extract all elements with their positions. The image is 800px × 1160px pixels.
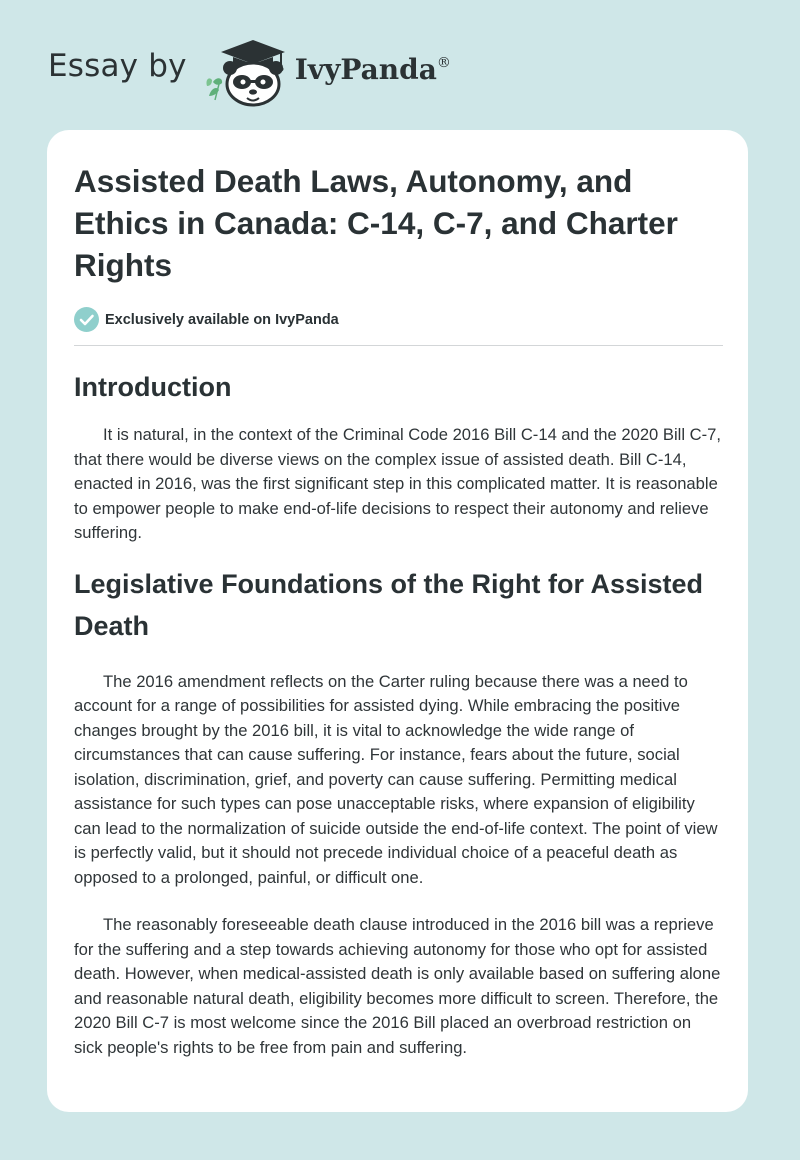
essay-card bbox=[47, 130, 748, 1112]
section-heading-introduction: Introduction bbox=[74, 372, 232, 402]
section-heading-legislative-foundations: Legislative Foundations of the Right for Assisted Death bbox=[74, 568, 704, 641]
registered-mark: ® bbox=[436, 54, 451, 71]
paragraph-introduction: It is natural, in the context of the Criminal Code 2016 Bill C-14 and the 2020 Bill C-7, that there would be diverse views on the complex issue of assisted death. Bill C-14, enacted in 2016, was the first significant step in this complicated matter. It is reasonable to empower people to make end-of-life decisions to respect their autonomy and relieve suffering. bbox=[74, 425, 721, 542]
exclusive-badge-text: Exclusively available on IvyPanda bbox=[105, 311, 339, 328]
brand-header[interactable] bbox=[48, 38, 451, 108]
paragraph-legislative-2: The reasonably foreseeable death clause introduced in the 2016 bill was a reprieve for the suffering and a step towards achieving autonomy for those who opt for assisted death. However, when medical-assisted death is only available based on suffering alone and reasonable natural death, eligibility becomes more difficult to screen. Therefore, the 2020 Bill C-7 is most welcome since the 2016 Bill placed an overbroad restriction on sick people's rights to be free from pain and suffering. bbox=[74, 915, 721, 1057]
check-circle-icon bbox=[74, 307, 99, 332]
brand-prefix: Essay by bbox=[48, 48, 187, 84]
panda-graduation-cap-logo-icon bbox=[203, 38, 289, 108]
brand-name-text: IvyPanda bbox=[294, 52, 437, 86]
essay-title: Assisted Death Laws, Autonomy, and Ethics in Canada: C-14, C-7, and Charter Rights bbox=[74, 163, 678, 283]
essay-content bbox=[74, 160, 723, 1060]
paragraph-legislative-1: The 2016 amendment reflects on the Carter ruling because there was a need to account for a range of possibilities for assisted dying. While embracing the positive changes brought by the 2016 bill, it is vital to acknowledge the wide range of circumstances that can cause suffering. For instance, fears about the future, social isolation, discrimination, grief, and poverty can cause suffering. Permitting medical assistance for such types can pose unacceptable risks, where expansion of eligibility can lead to the normalization of suicide outside the end-of-life context. The point of view is perfectly valid, but it should not precede individual choice of a peaceful death as opposed to a prolonged, painful, or difficult one. bbox=[74, 671, 718, 887]
title-divider bbox=[74, 345, 723, 346]
exclusive-badge bbox=[74, 307, 723, 332]
brand-name bbox=[295, 53, 451, 86]
